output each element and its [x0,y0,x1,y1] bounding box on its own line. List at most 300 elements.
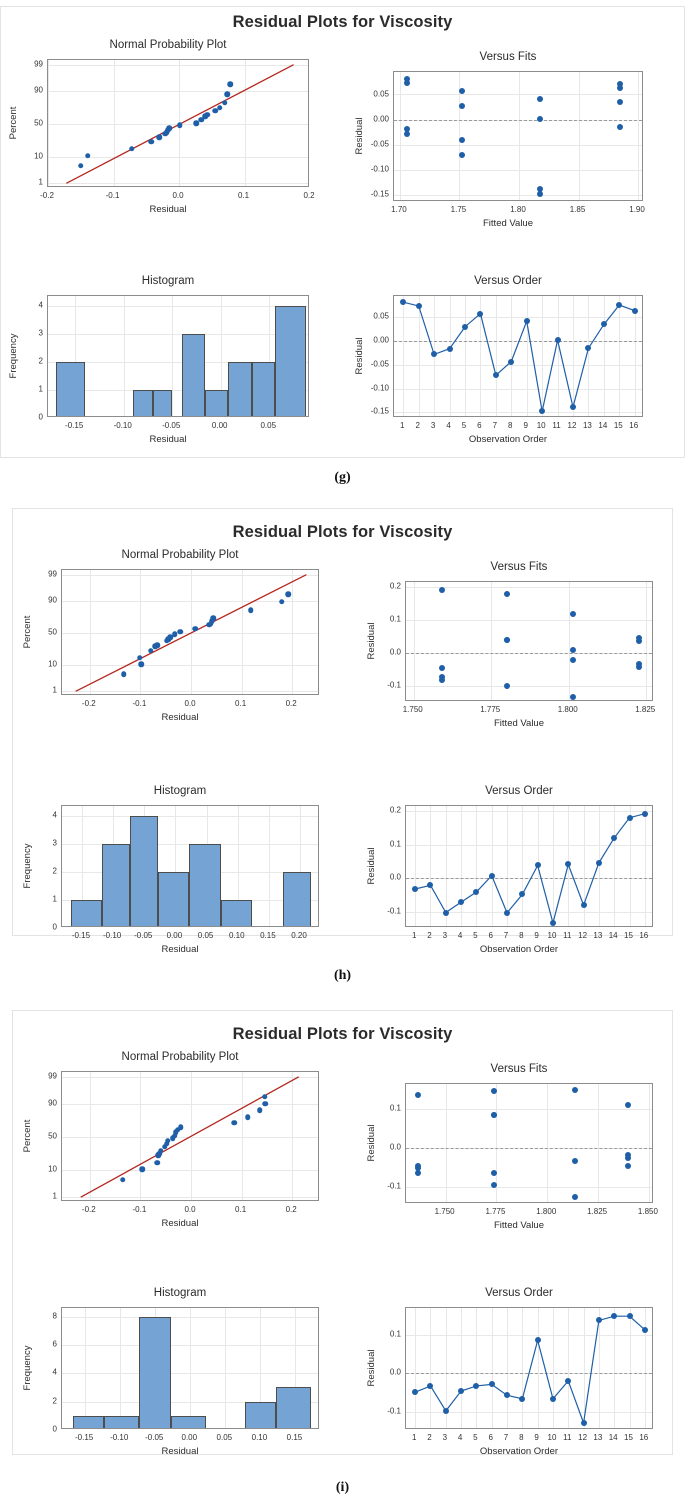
y-tick-label: 0.2 [389,581,401,591]
data-point [279,599,285,605]
x-tick-label: 15 [613,421,623,430]
subplot-g-fits [354,51,657,231]
histogram-bar [171,1416,206,1429]
data-point [625,1163,631,1169]
y-tick-label: 10 [48,659,57,669]
subplot-h-order [366,785,667,957]
data-point [473,1383,479,1389]
y-tick-label: 4 [52,810,57,820]
y-axis-label: Percent [22,1119,33,1153]
x-tick-label: 1.775 [485,1207,506,1216]
y-tick-label: 90 [34,85,43,95]
x-tick-label: 12 [567,421,577,430]
x-tick-label: -0.1 [132,699,147,708]
y-tick-label: 50 [48,1131,57,1141]
data-point [550,1396,556,1402]
y-tick-label: 8 [52,1311,57,1320]
data-point [565,1378,571,1384]
gridline-vertical [569,582,570,700]
x-tick-label: 6 [477,421,482,430]
data-point [443,910,449,916]
x-tick-label: 11 [563,1433,572,1442]
x-tick-label: 3 [430,421,436,430]
data-point [601,321,607,327]
y-tick-label: -0.1 [387,680,401,690]
data-point [539,408,545,414]
data-point [642,811,648,817]
x-tick-label: 0.10 [228,931,245,940]
data-point [412,886,418,892]
subplot-title-i-hist: Histogram [153,1287,207,1299]
data-point [257,1107,263,1113]
plot-area-g-fits [393,71,643,201]
histogram-bar [189,844,220,927]
x-axis-label: Observation Order [468,434,548,445]
gridline-horizontal [48,306,308,307]
x-tick-label: -0.10 [113,421,132,430]
data-point [491,1170,497,1176]
histogram-bar [139,1317,171,1430]
x-tick-label: 1.90 [629,205,645,214]
data-point [570,647,576,653]
x-tick-label: 5 [461,421,467,430]
x-tick-label: 0.10 [251,1433,268,1442]
data-point [596,1317,602,1323]
gridline-horizontal [394,170,642,171]
y-tick-label: 50 [48,627,57,637]
data-point [491,1088,497,1094]
y-tick-label: -0.15 [370,189,389,198]
figure-title: Residual Plots for Viscosity [232,523,453,541]
y-tick-label: 10 [48,1164,57,1174]
x-tick-label: 13 [593,1433,603,1442]
data-point [149,139,155,145]
subplot-title-h-hist: Histogram [153,785,207,797]
y-tick-label: 10 [34,151,43,161]
x-tick-label: 16 [629,421,639,430]
x-tick-label: 1.80 [510,205,526,214]
x-tick-label: 0.05 [260,421,277,430]
x-axis-label: Residual [161,1446,199,1457]
data-point [537,96,543,102]
plot-area-g-order [393,295,643,417]
data-point [462,324,468,330]
data-point [231,1120,237,1126]
gridline-horizontal [48,334,308,335]
gridline-vertical [85,1308,86,1428]
gridline-horizontal [406,620,652,621]
data-point [178,1124,184,1130]
histogram-bar [182,334,205,417]
histogram-bar [73,1416,105,1429]
data-point [596,860,602,866]
x-tick-label: 0.2 [285,699,297,708]
data-point [642,1327,648,1333]
y-tick-label: 0.0 [389,1367,401,1377]
data-point [157,135,163,141]
x-tick-label: 16 [639,931,649,940]
x-tick-label: 1.75 [450,205,467,214]
x-tick-label: 2 [427,931,432,940]
gridline-horizontal [406,686,652,687]
data-point [78,163,84,169]
panel-caption: (g) [334,470,351,485]
gridline-vertical [400,72,401,200]
subplot-h-hist [22,785,333,957]
histogram-bar [245,1402,277,1429]
data-point [519,891,525,897]
y-tick-label: -0.05 [370,139,389,148]
x-tick-label: -0.15 [75,1433,94,1442]
gridline-vertical [120,1308,121,1428]
y-tick-label: 0.0 [389,647,401,657]
data-point [627,815,633,821]
data-point [263,1101,269,1107]
panel-caption: (i) [335,1480,350,1495]
panel-caption: (h) [333,968,352,983]
y-tick-label: 0.0 [389,1142,401,1152]
y-tick-label: 2 [52,1396,57,1406]
y-tick-label: 0 [52,922,57,932]
y-axis-label: Residual [366,1124,377,1162]
histogram-bar [283,872,311,927]
data-point [550,920,556,926]
y-tick-label: 1 [52,685,57,695]
data-point [489,873,495,879]
y-axis-label: Residual [354,117,365,155]
data-point [140,1167,146,1173]
data-point [459,103,465,109]
subplot-h-npp [22,549,333,725]
data-point [225,91,231,97]
y-tick-label: 4 [52,1367,57,1377]
gridline-horizontal [394,145,642,146]
gridline-horizontal [394,195,642,196]
x-tick-label: 0.05 [197,931,214,940]
x-tick-label: 0.1 [237,191,250,200]
data-point [570,404,576,410]
data-point [459,88,465,94]
x-tick-label: 1.70 [391,205,407,214]
subplot-i-fits [366,1063,667,1233]
gridline-horizontal [406,1109,652,1110]
data-point [245,1114,251,1120]
data-point [129,146,135,152]
data-point [535,1337,541,1343]
subplot-title-h-npp: Normal Probability Plot [121,549,239,561]
x-tick-label: 0.15 [286,1433,303,1442]
data-point [439,665,445,671]
x-tick-label: 0.00 [166,931,183,940]
data-point [570,611,576,617]
histogram-bar [158,872,189,927]
y-axis-label: Frequency [22,843,33,889]
subplot-title-h-fits: Versus Fits [490,561,548,573]
histogram-bar [153,390,172,417]
data-point [632,308,638,314]
x-axis-label: Fitted Value [494,1220,544,1231]
x-tick-label: 7 [492,421,498,430]
gridline-vertical [190,1308,191,1428]
x-tick-label: 0.00 [181,1433,198,1442]
data-point [581,1420,587,1426]
y-tick-label: 3 [52,838,57,848]
plot-area-i-npp [61,1071,319,1201]
histogram-bar [228,362,251,417]
gridline-vertical [598,1084,599,1202]
data-point [504,683,510,689]
y-tick-label: 2 [52,866,57,876]
data-point [555,337,561,343]
data-point [504,591,510,597]
data-point [443,1408,449,1414]
x-axis-label: Residual [161,944,199,955]
data-point [504,637,510,643]
data-point [222,100,228,106]
y-tick-label: 0.1 [389,614,401,624]
x-tick-label: 0.00 [211,421,228,430]
histogram-bar [71,900,102,927]
x-tick-label: 14 [608,1433,618,1442]
x-tick-label: 0.20 [291,931,307,940]
figure-title: Residual Plots for Viscosity [232,13,453,31]
subplot-title-i-order: Versus Order [485,1287,553,1299]
x-tick-label: 1.800 [557,705,578,714]
x-tick-label: 8 [519,1433,524,1442]
data-point [400,299,406,305]
gridline-horizontal [394,94,642,95]
plot-area-h-hist [61,805,319,927]
data-point [262,1094,268,1100]
data-point [439,587,445,593]
x-tick-label: 0.05 [216,1433,233,1442]
y-axis-label: Frequency [8,333,19,379]
gridline-horizontal [406,1187,652,1188]
x-tick-label: 0.1 [235,1205,247,1214]
x-tick-label: 4 [457,1433,463,1442]
subplot-title-i-npp: Normal Probability Plot [121,1051,239,1063]
x-axis-label: Observation Order [479,944,559,955]
subplot-i-hist [22,1287,333,1459]
x-tick-label: 4 [457,931,463,940]
x-tick-label: 1 [411,1433,417,1442]
x-tick-label: 11 [563,931,572,940]
y-tick-label: 1 [52,894,57,904]
x-tick-label: 10 [547,1433,557,1442]
data-point [611,835,617,841]
data-point [585,345,591,351]
x-tick-label: 1.850 [637,1207,658,1216]
subplot-h-fits [366,561,667,731]
x-tick-label: 0.0 [172,191,184,200]
data-point [217,105,223,111]
x-axis-label: Residual [161,1218,199,1229]
data-point [120,1177,126,1183]
data-point [477,311,483,317]
y-tick-label: 99 [34,59,43,69]
x-tick-label: -0.15 [65,421,84,430]
histogram-bar [104,1416,139,1429]
y-tick-label: 0.2 [389,805,401,815]
x-tick-label: 10 [536,421,546,430]
plot-area-i-fits [405,1083,653,1203]
data-point [211,616,217,622]
x-tick-label: -0.1 [132,1205,147,1214]
data-point [415,1092,421,1098]
data-point [427,882,433,888]
gridline-vertical [519,72,520,200]
y-tick-label: 50 [34,118,43,128]
data-point [491,1112,497,1118]
residual-series-line [406,806,653,927]
data-point [459,137,465,143]
x-tick-label: 1 [400,421,405,430]
y-tick-label: 90 [48,1098,57,1108]
x-tick-label: 0.1 [235,699,247,708]
y-axis-label: Residual [366,847,377,885]
x-tick-label: 13 [582,421,592,430]
x-tick-label: -0.05 [145,1433,164,1442]
histogram-bar [130,816,158,927]
x-tick-label: 11 [552,421,561,430]
x-axis-label: Observation Order [479,1446,559,1457]
x-tick-label: 9 [534,1433,539,1442]
x-tick-label: 0.2 [285,1205,297,1214]
x-axis-label: Residual [149,434,187,445]
histogram-bar [205,390,228,417]
y-tick-label: 99 [48,1071,57,1081]
data-point [85,153,91,159]
data-point [459,152,465,158]
y-tick-label: 6 [52,1339,57,1349]
y-tick-label: 0.05 [373,89,389,98]
data-point [581,902,587,908]
data-point [617,99,623,105]
x-tick-label: 0.0 [184,699,196,708]
data-point [565,861,571,867]
histogram-bar [102,844,130,927]
gridline-vertical [414,582,415,700]
y-tick-label: 1 [38,177,43,187]
gridline-vertical [124,296,125,416]
data-point [439,677,445,683]
x-tick-label: 7 [503,1433,509,1442]
x-tick-label: 1.825 [587,1207,608,1216]
histogram-bar [133,390,152,417]
subplot-title-g-npp: Normal Probability Plot [109,39,227,51]
y-tick-label: 99 [48,569,57,579]
y-axis-label: Residual [354,337,365,375]
x-tick-label: 4 [446,421,451,430]
y-tick-label: -0.10 [370,164,389,173]
data-point [248,607,254,613]
histogram-bar [252,362,275,417]
x-tick-label: -0.05 [134,931,153,940]
y-axis-label: Percent [8,106,19,140]
y-tick-label: 0.05 [373,311,389,321]
y-tick-label: 3 [38,328,43,338]
x-tick-label: 14 [598,421,608,430]
x-tick-label: -0.2 [81,1205,96,1214]
x-tick-label: 3 [442,931,448,940]
data-point [192,626,198,632]
y-tick-label: 1 [52,1191,57,1201]
x-tick-label: 5 [473,1433,478,1442]
plot-area-h-npp [61,569,319,695]
data-point [412,1389,418,1395]
x-tick-label: 1 [411,931,417,940]
fit-line [62,570,319,695]
x-tick-label: 1.750 [434,1207,455,1216]
y-tick-label: 0.00 [373,335,389,345]
x-tick-label: 6 [488,1433,493,1442]
subplot-i-npp [22,1051,333,1231]
data-point [524,318,530,324]
fit-line [62,1072,319,1201]
data-point [572,1194,578,1200]
data-point [570,657,576,663]
zero-reference-line [394,120,642,121]
subplot-g-hist [8,275,323,447]
x-tick-label: -0.10 [110,1433,129,1442]
subplot-title-h-order: Versus Order [485,785,553,797]
x-tick-label: 6 [488,931,493,940]
data-point [504,1392,510,1398]
x-axis-label: Fitted Value [494,718,544,729]
data-point [625,1102,631,1108]
data-point [572,1087,578,1093]
x-tick-label: -0.2 [40,191,54,200]
x-axis-label: Residual [149,204,187,215]
x-tick-label: 0.0 [184,1205,196,1214]
x-tick-label: -0.1 [105,191,120,200]
x-tick-label: 7 [503,931,509,940]
x-tick-label: 3 [442,1433,448,1442]
x-tick-label: 1.825 [635,705,656,714]
y-tick-label: 0.1 [389,1103,401,1113]
y-tick-label: 0.1 [389,1329,401,1338]
y-tick-label: 0.00 [373,114,389,123]
x-tick-label: 1.85 [569,205,586,214]
y-tick-label: 0.0 [389,872,401,882]
subplot-title-g-order: Versus Order [474,275,542,287]
y-axis-label: Percent [22,615,33,649]
x-axis-label: Residual [161,712,199,723]
data-point [572,1158,578,1164]
y-axis-label: Residual [366,1349,377,1387]
data-point [447,346,453,352]
data-point [627,1313,633,1319]
y-tick-label: -0.10 [370,383,389,393]
data-point [504,910,510,916]
gridline-vertical [225,1308,226,1428]
histogram-bar [276,1387,311,1429]
data-point [204,112,210,118]
data-point [178,629,184,635]
residual-plot-panel [0,6,685,458]
gridline-vertical [638,72,639,200]
gridline-horizontal [62,816,318,817]
y-tick-label: 0 [38,412,43,422]
gridline-horizontal [62,1373,318,1374]
y-tick-label: -0.1 [387,1181,401,1191]
data-point [617,124,623,130]
data-point [404,80,410,86]
data-point [636,638,642,644]
histogram-bar [221,900,252,927]
data-point [154,643,160,649]
figure-title: Residual Plots for Viscosity [232,1025,453,1043]
